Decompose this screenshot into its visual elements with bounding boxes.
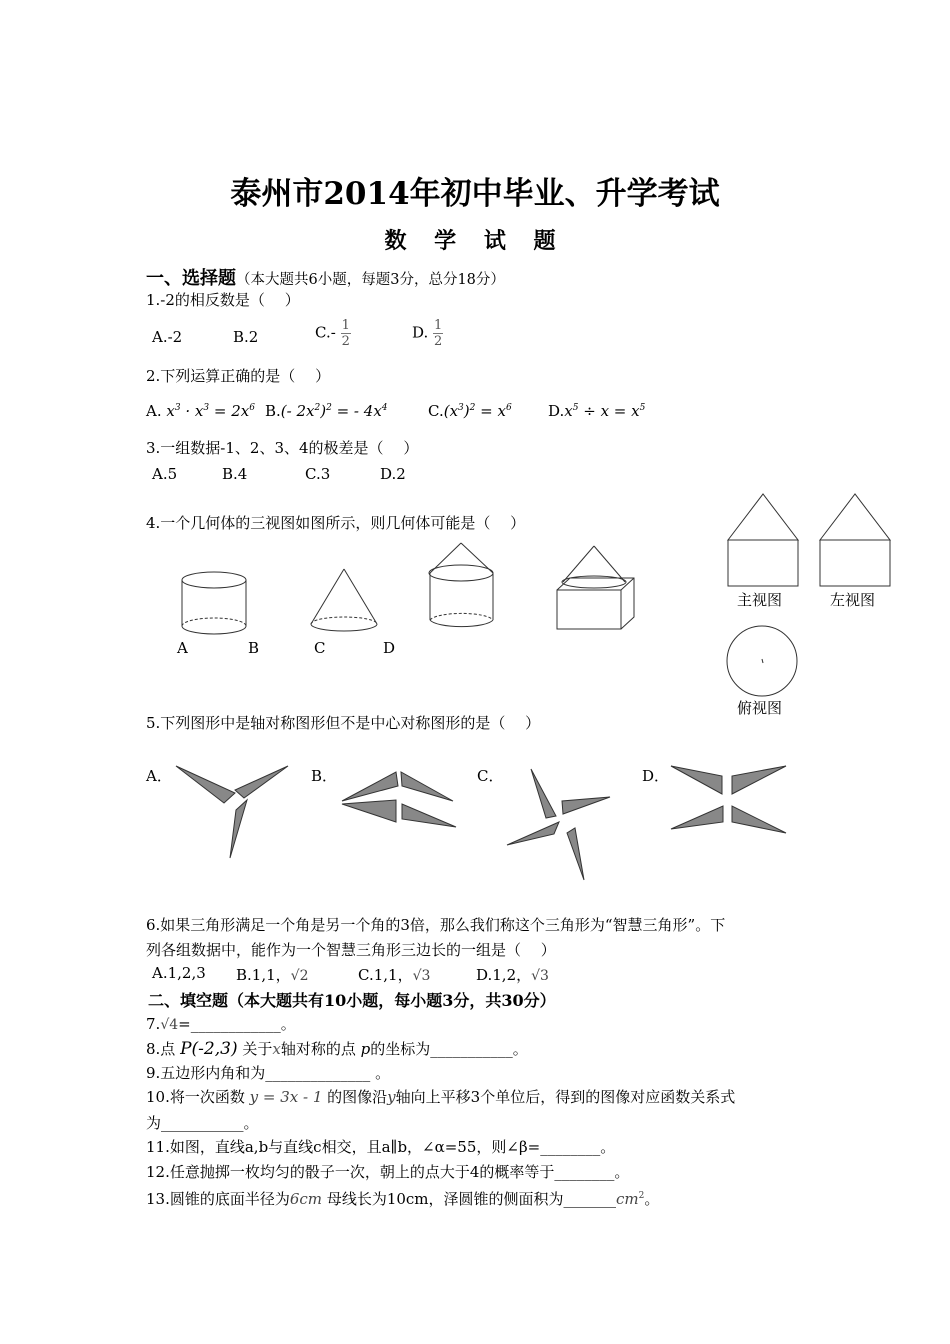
q6-option-b: B.1,1，√2 — [236, 966, 309, 984]
q5-label-b: B． — [311, 767, 338, 785]
q4-label-c: C — [314, 639, 326, 657]
page-subtitle: 数 学 试 题 — [384, 228, 566, 254]
q5-figure-b — [342, 772, 456, 827]
question-4-stem: 4.一个几何体的三视图如图所示，则几何体可能是（ ） — [146, 514, 526, 532]
question-1-stem: 1.-2的相反数是（ ） — [146, 291, 300, 309]
question-3-stem: 3.一组数据-1、2、3、4的极差是（ ） — [146, 439, 419, 457]
q1-option-a: A.-2 — [152, 328, 183, 346]
cone-cube-figure — [557, 546, 634, 629]
top-view-figure — [727, 626, 797, 696]
q5-label-d: D． — [642, 767, 670, 785]
q4-label-d: D — [383, 639, 396, 657]
question-10-line2: 为___________。 — [146, 1114, 259, 1132]
q5-figure-c — [507, 769, 610, 880]
q2-option-a: A. $x^3 \cdot x^3 = 2x^6$ — [146, 402, 255, 420]
question-6-stem-line2: 列各组数据中，能作为一个智慧三角形三边长的一组是（ ） — [146, 941, 556, 959]
front-view-label: 主视图 — [737, 591, 783, 609]
cylinder-figure — [182, 572, 246, 634]
fraction: $\frac{1}{2}$ — [434, 318, 443, 349]
section-2-heading: 二、填空题（本大题共有10小题，每小题3分，共30分） — [148, 991, 556, 1010]
question-12: 12.任意抛掷一枚均匀的骰子一次，朝上的点大于4的概率等于________。 — [146, 1163, 630, 1181]
question-2-stem: 2.下列运算正确的是（ ） — [146, 367, 331, 385]
fraction: $\frac{1}{2}$ — [341, 318, 350, 349]
question-8: 8.点 P(-2,3) 关于x轴对称的点 p的坐标为___________。 — [146, 1039, 528, 1059]
question-6-stem-line1: 6.如果三角形满足一个角是另一个角的3倍，那么我们称这个三角形为“智慧三角形”。下 — [146, 916, 726, 934]
q3-option-b: B.4 — [222, 465, 248, 483]
q5-label-a: A． — [146, 767, 172, 785]
left-view-label: 左视图 — [830, 591, 876, 609]
q3-option-d: D.2 — [380, 465, 406, 483]
question-11: 11.如图，直线a,b与直线c相交，且a∥b，∠α=55，则∠β=________。 — [146, 1138, 616, 1156]
question-10-line1: 10.将一次函数 y = 3x - 1 的图像沿y轴向上平移3个单位后，得到的图像对应函数关系式 — [146, 1088, 736, 1106]
q4-label-a: A — [177, 639, 188, 657]
q6-option-a: A.1,2,3 — [152, 964, 206, 982]
q3-option-c: C.3 — [305, 465, 331, 483]
q5-label-c: C． — [477, 767, 504, 785]
q6-option-c: C.1,1，√3 — [358, 966, 431, 984]
question-5-stem: 5.下列图形中是轴对称图形但不是中心对称图形的是（ ） — [146, 714, 541, 732]
q4-label-b: B — [248, 639, 260, 657]
question-7: 7.√4=____________。 — [146, 1015, 296, 1033]
left-view-figure — [820, 494, 890, 586]
q1-option-d: D. $\frac{1}{2}$ — [412, 318, 443, 349]
q5-figure-a — [176, 766, 288, 858]
cone-cylinder-figure — [429, 543, 493, 627]
question-13: 13.圆锥的底面半径为6cm 母线长为10cm，泽圆锥的侧面积为$\_\_\_\_\_\_\_cm^2$。 — [146, 1190, 660, 1208]
q1-option-b: B.2 — [233, 328, 259, 346]
q2-option-b: B.(- $2x^2)^2$ = - $4x^4$ — [265, 402, 388, 420]
q5-figure-d — [671, 766, 786, 833]
page-title: 泰州市2014年初中毕业、升学考试 — [230, 176, 720, 212]
question-9: 9.五边形内角和为______________ 。 — [146, 1064, 391, 1082]
cone-figure — [311, 569, 377, 631]
top-view-label: 俯视图 — [737, 699, 783, 717]
front-view-figure — [728, 494, 798, 586]
q2-option-c: $C.(x^3)^2 = x^6$ — [428, 402, 512, 420]
section-1-heading: 一、选择题（本大题共6小题，每题3分，总分18分） — [146, 268, 505, 289]
q6-option-d: D.1,2，√3 — [476, 966, 549, 984]
q1-option-c: C.- $\frac{1}{2}$ — [315, 318, 350, 349]
q2-option-d: $D.x^5 \div x = x^5$ — [548, 402, 646, 420]
q3-option-a: A.5 — [152, 465, 178, 483]
